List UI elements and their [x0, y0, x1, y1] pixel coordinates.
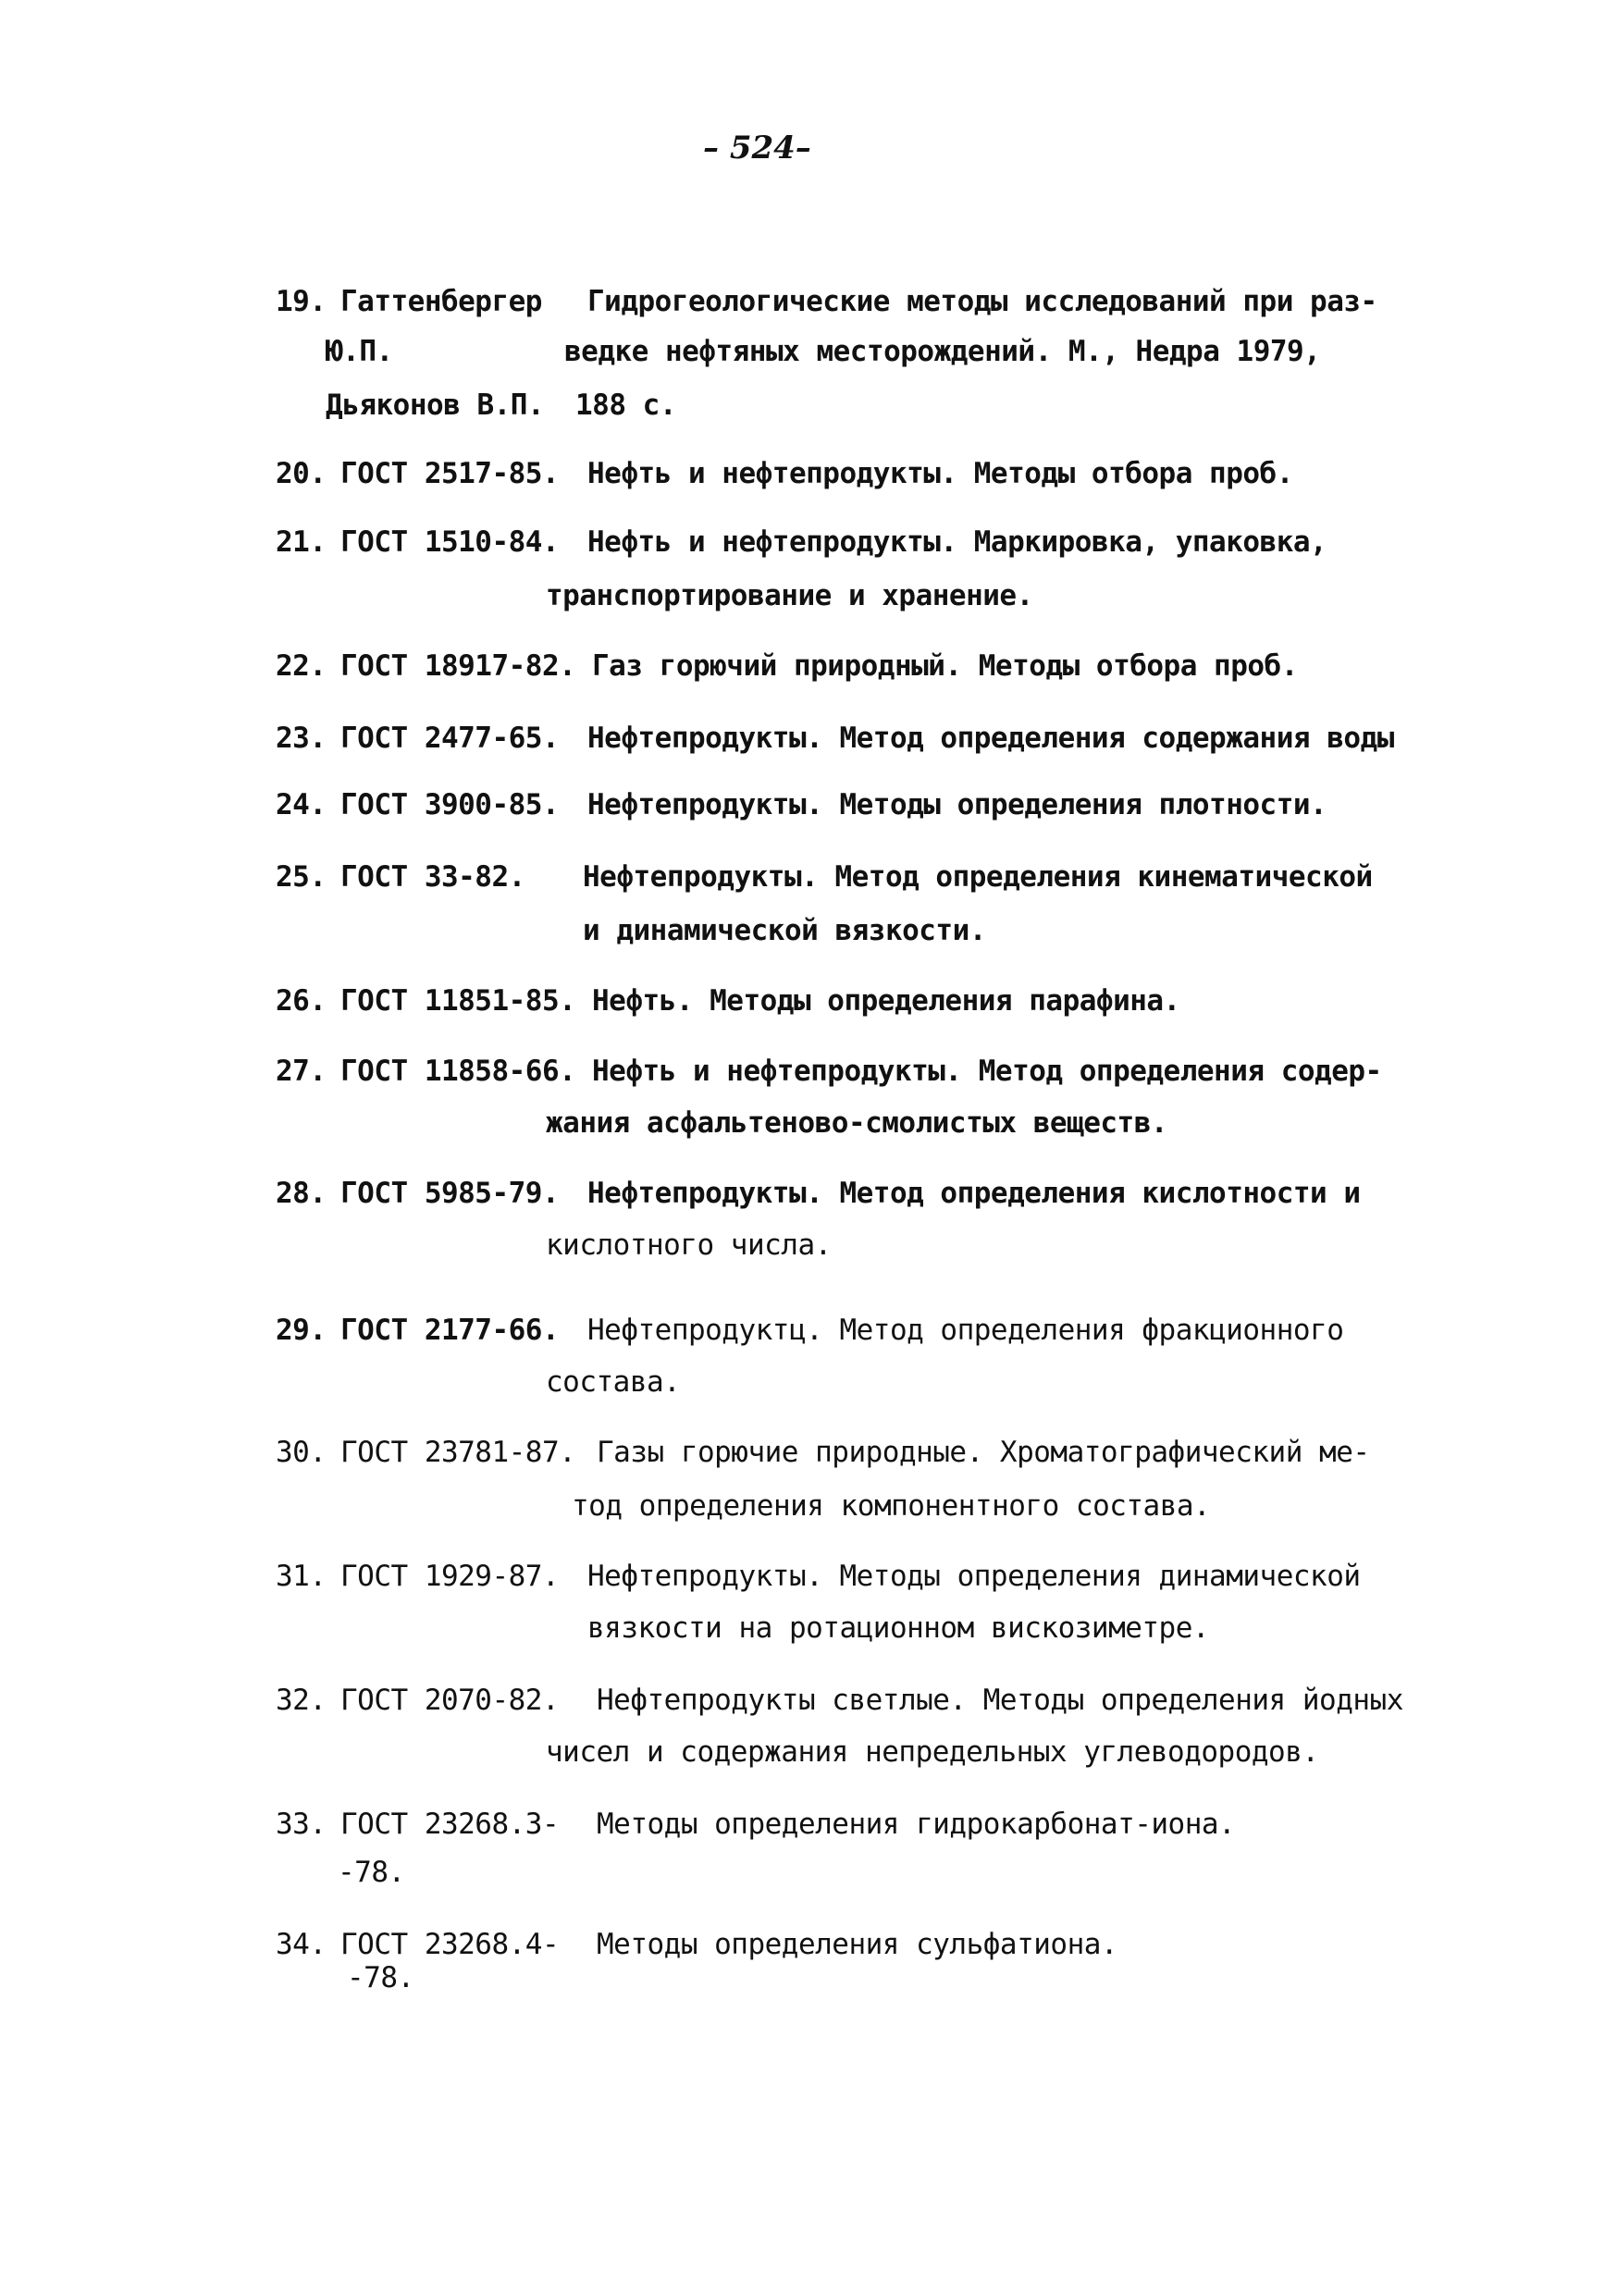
entry-code: ГОСТ 1510-84.	[340, 525, 560, 559]
entry-number: 31.	[276, 1560, 327, 1593]
entry-number: 33.	[276, 1808, 327, 1841]
entry-code-cont: -78.	[347, 1961, 414, 1994]
entry-number: 34.	[276, 1928, 327, 1961]
entry-code: ГОСТ 2477-65.	[340, 722, 560, 755]
entry-title-line: Методы определения сульфатиона.	[597, 1928, 1118, 1961]
entry-title-line: Газы горючие природные. Хроматографический ме-	[597, 1436, 1370, 1469]
entry-code: ГОСТ 33-82.	[340, 860, 525, 894]
entry-code: ГОСТ 23781-87.	[340, 1436, 576, 1469]
entry-code: ГОСТ 2177-66.	[340, 1314, 560, 1347]
entry-title-line: Нефть и нефтепродукты. Метод определения содер-	[592, 1055, 1382, 1088]
entry-number: 23.	[276, 722, 327, 755]
entry-code: ГОСТ 11851-85.	[340, 984, 576, 1018]
entry-number: 19.	[276, 285, 327, 318]
entry-number: 26.	[276, 984, 327, 1018]
entry-title-line: Нефтепродукты. Методы определения динамической	[587, 1560, 1361, 1593]
entry-title-line: ведке нефтяных месторождений. М., Недра 1979,	[564, 335, 1321, 368]
entry-number: 24.	[276, 788, 327, 821]
entry-title-line: Нефть и нефтепродукты. Методы отбора проб.	[587, 457, 1293, 490]
entry-title-line: транспортирование и хранение.	[546, 579, 1033, 612]
entry-title-line: Нефтепродукты. Методы определения плотности.	[587, 788, 1327, 821]
entry-number: 30.	[276, 1436, 327, 1469]
entry-code: ГОСТ 3900-85.	[340, 788, 560, 821]
entry-code: ГОСТ 5985-79.	[340, 1177, 560, 1210]
entry-title-line: чисел и содержания непредельных углеводородов.	[546, 1735, 1319, 1769]
entry-title-line: состава.	[546, 1365, 681, 1399]
entry-number: 20.	[276, 457, 327, 490]
entry-code: ГОСТ 23268.3-	[340, 1808, 560, 1841]
entry-number: 32.	[276, 1684, 327, 1717]
entry-code: ГОСТ 23268.4-	[340, 1928, 560, 1961]
entry-number: 27.	[276, 1055, 327, 1088]
entry-code: ГОСТ 2517-85.	[340, 457, 560, 490]
entry-title-line: кислотного числа.	[546, 1228, 832, 1262]
entry-number: 28.	[276, 1177, 327, 1210]
entry-title-line: Нефть. Методы определения парафина.	[592, 984, 1180, 1018]
entry-title-line: Нефтепродукты светлые. Методы определения йодных	[597, 1684, 1403, 1717]
entry-author: Дьяконов В.П.	[326, 389, 545, 422]
entry-title-line: тод определения компонентного состава.	[572, 1489, 1211, 1523]
entry-title-line: Нефтепродукты. Метод определения содержания воды	[587, 722, 1394, 755]
entry-author: Ю.П.	[326, 335, 393, 368]
page-number: – 524–	[703, 130, 811, 167]
entry-code: ГОСТ 2070-82.	[340, 1684, 560, 1717]
entry-number: 29.	[276, 1314, 327, 1347]
entry-title-line: Нефтепродукты. Метод определения кинематической	[583, 860, 1373, 894]
entry-code: ГОСТ 1929-87.	[340, 1560, 560, 1593]
entry-code: ГОСТ 18917-82.	[340, 649, 576, 683]
entry-title-line: и динамической вязкости.	[583, 914, 986, 947]
entry-number: 21.	[276, 525, 327, 559]
entry-author: Гаттенбергер	[340, 285, 542, 318]
entry-title-line: вязкости на ротационном вискозиметре.	[587, 1611, 1210, 1645]
entry-title-line: Гидрогеологические методы исследований при раз-	[587, 285, 1377, 318]
entry-number: 22.	[276, 649, 327, 683]
entry-title-line: жания асфальтеново-смолистых веществ.	[546, 1106, 1168, 1140]
entry-code: ГОСТ 11858-66.	[340, 1055, 576, 1088]
entry-title-line: 188 с.	[575, 389, 676, 422]
entry-title-line: Методы определения гидрокарбонат-иона.	[597, 1808, 1236, 1841]
entry-number: 25.	[276, 860, 327, 894]
entry-code-cont: -78.	[338, 1856, 405, 1889]
entry-title-line: Нефть и нефтепродукты. Маркировка, упаковка,	[587, 525, 1327, 559]
entry-title-line: Нефтепродуктц. Метод определения фракционного	[587, 1314, 1344, 1347]
entry-title-line: Нефтепродукты. Метод определения кислотности и	[587, 1177, 1361, 1210]
entry-title-line: Газ горючий природный. Методы отбора проб.	[592, 649, 1298, 683]
